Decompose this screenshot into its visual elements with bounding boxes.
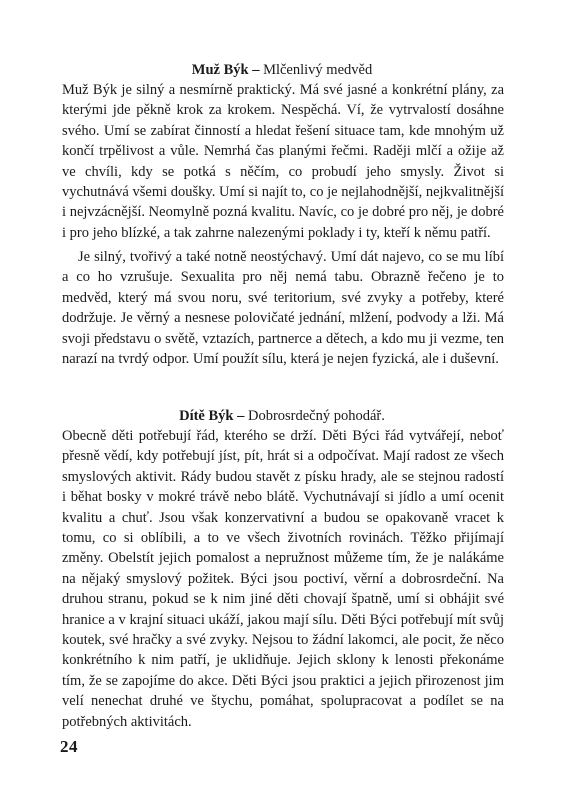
paragraph-child-bull-1: Obecně děti potřebují řád, kterého se drží. Děti Býci řád vytvářejí, neboť přesně vědí, kdy potřebují jíst, pít, hrát si a odpočívat. Mají radost ze všech smyslových aktivit. Rády budou stavět z písku hrady, ale se stejnou radostí i běhat bosky v mokré trávě nebo blátě. Vychutnávají si jídlo a umí ocenit kvalitu a chuť. Jsou však konzervativní a budou se opakovaně vracet k tomu, co si oblíbili, a to ve všech životních rovinách. Těžko přijímají změny. Obelstít jejich pomalost a nepružnost můžeme tím, že je nalákáme na nějaký smyslový požitek. Býci jsou poctiví, věrní a dobrosrdeční. Na druhou stranu, pokud se k nim jiné děti chovají špatně, umí si obhájit své hranice a v krajní situaci ukáží, jakou mají sílu. Děti Býci potřebují mít svůj koutek, své hračky a své zvyky. Nejsou to žádní lakomci, ale pocit, že něco konkrétního k nim patří, je uklidňuje. Jejich sklony k lenosti překonáme tím, že se zapojíme do akce. Děti Býci jsou praktici a jejich přirozenost jim velí nenechat druhé ve štychu, pomáhat, spolupracovat a podílet se na potřebných aktivitách. [62,428,504,730]
paragraph-man-bull-1: Muž Býk je silný a nesmírně praktický. Má své jasné a konkrétní plány, za kterými jde pěkně krok za krokem. Nespěchá. Ví, že vytrvalostí dosáhne svého. Umí se zabírat činností a hledat řešení situace tam, kde mnohým už končí trpělivost a vůle. Nemrhá čas planými řečmi. Raději mlčí a ožije až ve chvíli, kdy se potká s něčím, co probudí jeho smysly. Život si vychutnává všemi doušky. Umí si najít to, co je nejlahodnější, nejkvalitnější i nejvzácnější. Neomylně pozná kvalitu. Navíc, co je dobré pro něj, je dobré i pro jeho blízké, a tak zahrne nalezenými poklady i ty, kteří k němu patří. [62,82,504,241]
section-heading-child-bull [62,406,502,426]
page-number: 24 [60,737,78,756]
heading-bold: Dítě Býk – [179,408,245,424]
heading-bold: Muž Býk – [191,62,260,78]
paragraph-man-bull-2: Je silný, tvořivý a také notně neostýchavý. Umí dát najevo, co se mu líbí a co ho vzrušuje. Sexualita pro něj nemá tabu. Obrazně řečeno je to medvěd, který má svou noru, své teritorium, své zvyky a potřeby, které dodržuje. Je věrný a nesnese polovičaté jednání, mlžení, podvody a lži. Má svoji představu o světě, vztazích, partnerce a dětech, a kdo mu ji vezme, ten narazí na tvrdý odpor. Umí použít sílu, která je nejen fyzická, ale i duševní. [62,249,504,368]
section-heading-man-bull [62,60,502,80]
heading-subtitle: Dobrosrdečný pohodář. [244,408,385,424]
heading-subtitle: Mlčenlivý medvěd [259,62,373,78]
